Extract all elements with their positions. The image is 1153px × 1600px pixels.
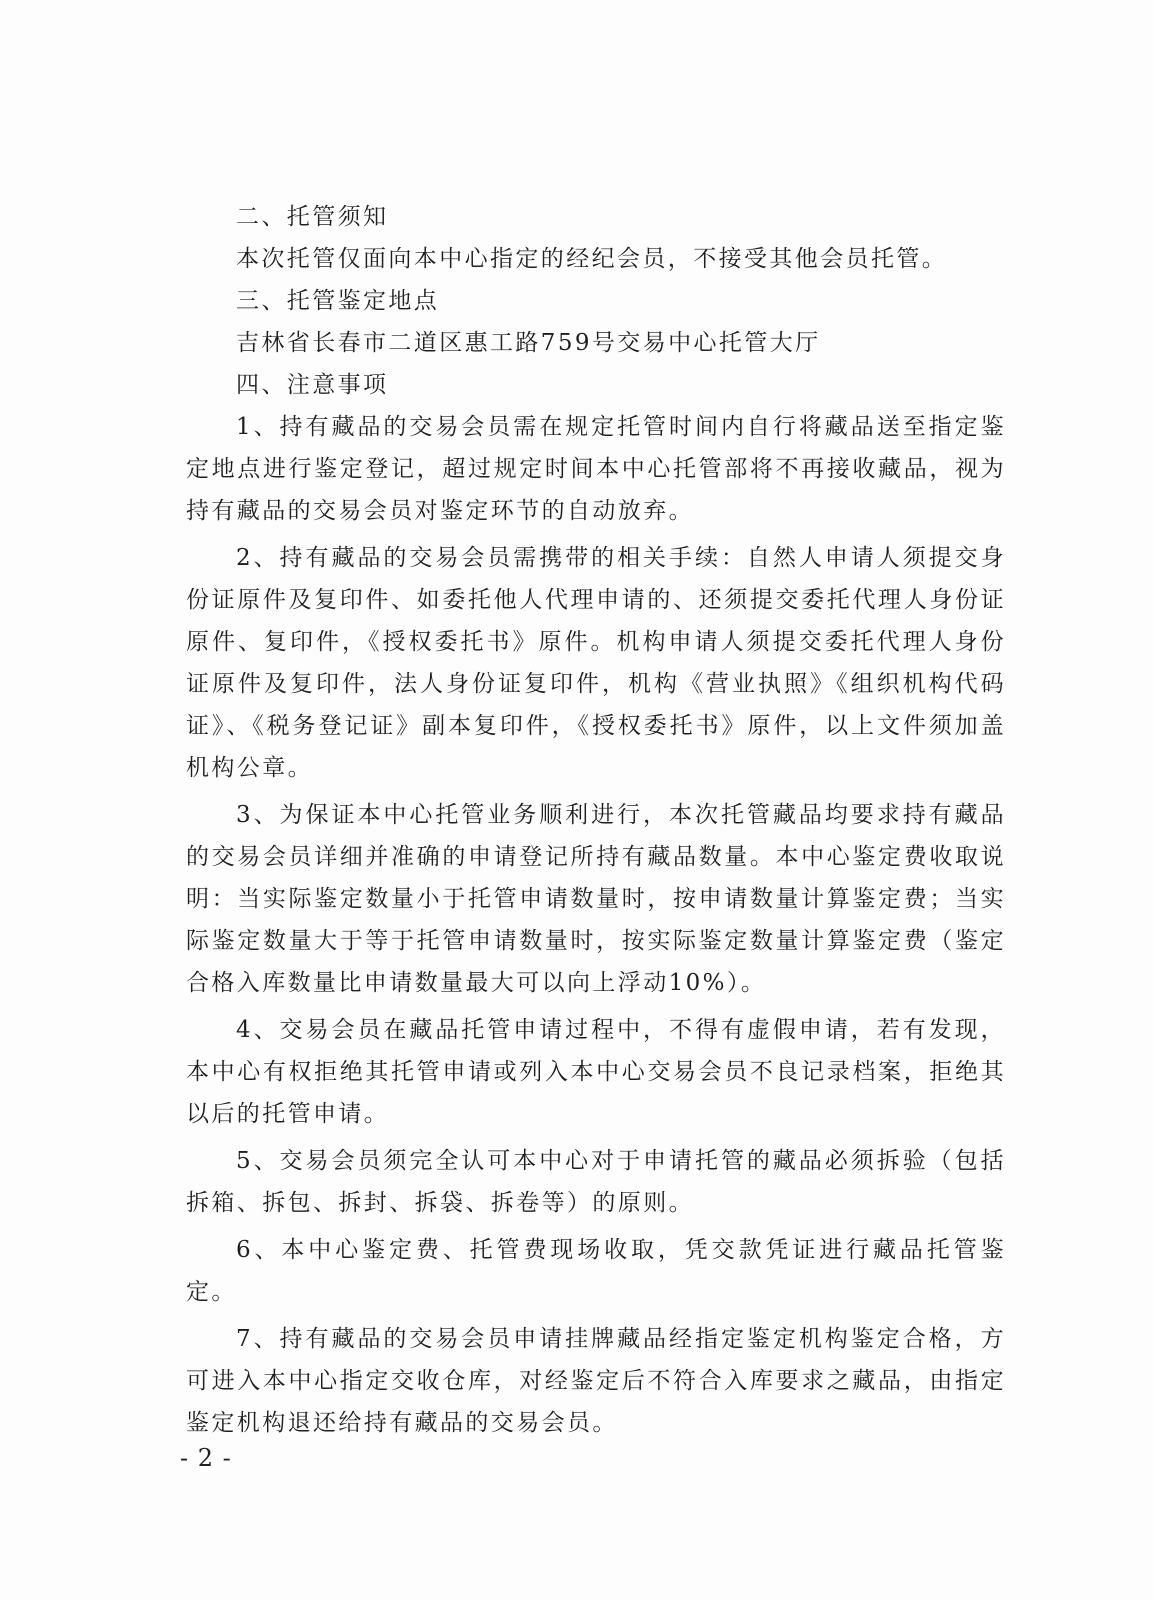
note-item-3: 3、为保证本中心托管业务顺利进行，本次托管藏品均要求持有藏品的交易会员详细并准确的申请登记所持有藏品数量。本中心鉴定费收取说明：当实际鉴定数量小于托管申请数量时，按申请数量计算鉴定费；当实际鉴定数量大于等于托管申请数量时，按实际鉴定数量计算鉴定费（鉴定合格入库数量比申请数量最大可以向上浮动10%）。: [186, 802, 1006, 996]
section-heading-location: 三、托管鉴定地点: [236, 288, 440, 314]
section-heading-custody-notice: 二、托管须知: [236, 204, 389, 230]
section-heading-notes: 四、注意事项: [236, 372, 389, 398]
note-item-6: 6、本中心鉴定费、托管费现场收取，凭交款凭证进行藏品托管鉴定。: [186, 1237, 1006, 1305]
note-item-5: 5、交易会员须完全认可本中心对于申请托管的藏品必须拆验（包括拆箱、拆包、拆封、拆袋、拆卷等）的原则。: [186, 1148, 1006, 1216]
note-item-4: 4、交易会员在藏品托管申请过程中，不得有虚假申请，若有发现，本中心有权拒绝其托管申请或列入本中心交易会员不良记录档案，拒绝其以后的托管申请。: [186, 1017, 1006, 1127]
note-item-7: 7、持有藏品的交易会员申请挂牌藏品经指定鉴定机构鉴定合格，方可进入本中心指定交收仓库，对经鉴定后不符合入库要求之藏品，由指定鉴定机构退还给持有藏品的交易会员。: [186, 1326, 1006, 1436]
document-body: [186, 196, 1006, 1449]
note-item-1: 1、持有藏品的交易会员需在规定托管时间内自行将藏品送至指定鉴定地点进行鉴定登记，超过规定时间本中心托管部将不再接收藏品，视为持有藏品的交易会员对鉴定环节的自动放弃。: [186, 414, 1006, 524]
page-number: - 2 -: [180, 1444, 232, 1472]
note-item-2: 2、持有藏品的交易会员需携带的相关手续：自然人申请人须提交身份证原件及复印件、如委托他人代理申请的、还须提交委托代理人身份证原件、复印件，《授权委托书》原件。机构申请人须提交委托代理人身份证原件及复印件，法人身份证复印件，机构《营业执照》《组织机构代码证》、《税务登记证》副本复印件，《授权委托书》原件，以上文件须加盖机构公章。: [186, 545, 1006, 781]
custody-notice-text: 本次托管仅面向本中心指定的经纪会员，不接受其他会员托管。: [236, 246, 948, 272]
location-address: 吉林省长春市二道区惠工路759号交易中心托管大厅: [236, 330, 821, 356]
